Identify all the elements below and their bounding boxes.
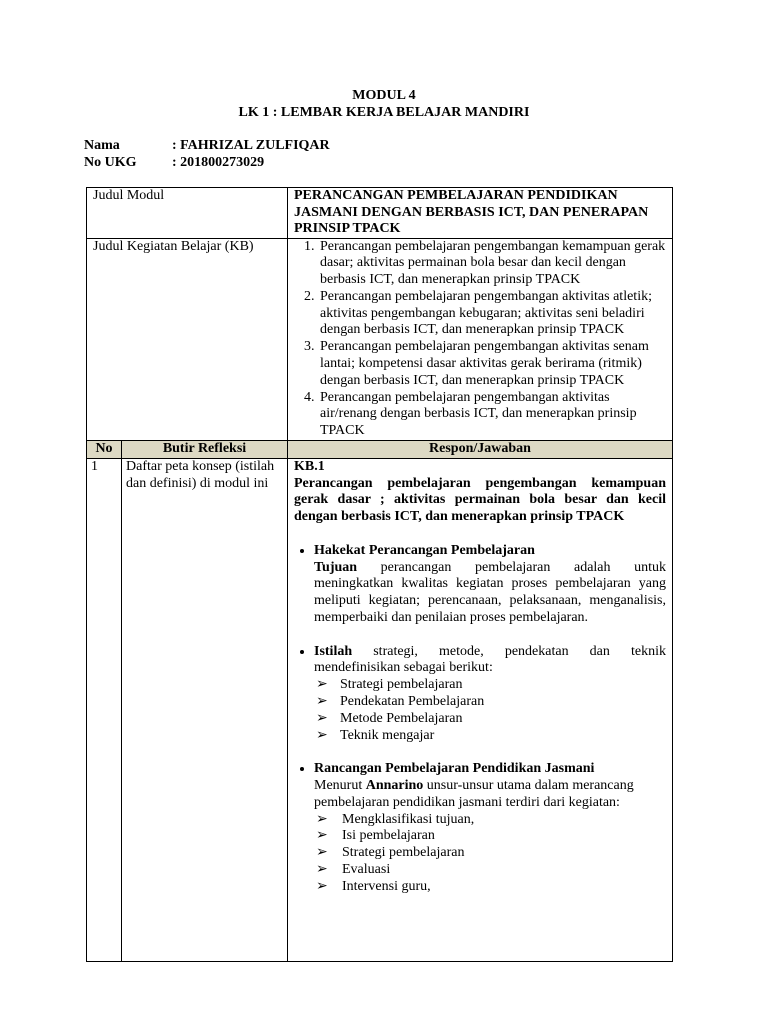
arrow-icon: ➢ xyxy=(316,694,328,710)
rancangan-item: ➢ Strategi pembelajaran xyxy=(316,845,465,861)
kb-row xyxy=(87,238,673,441)
kb-item: 1. Perancangan pembelajaran pengembangan kemampuan gerak dasar; aktivitas permainan bola besar dan kecil dengan berbasis ICT, dan menerapkan prinsip TPACK xyxy=(318,239,666,289)
concept-hakekat xyxy=(314,543,666,627)
arrow-icon: ➢ xyxy=(316,861,328,877)
row-butir: Daftar peta konsep (istilah dan definisi) di modul ini xyxy=(122,458,288,961)
arrow-icon: ➢ xyxy=(316,811,328,827)
rancangan-title: • Rancangan Pembelajaran Pendidikan Jasmani xyxy=(314,761,595,777)
name-row xyxy=(84,138,330,155)
tujuan-definition: perancangan pembelajaran adalah untuk meningkatkan kwalitas kegiatan proses pembelajaran yang meliputi kegiatan; perencanaan, pelaksanaan, menganalisis, memperbaiki dan penilaian proses pembelajaran. xyxy=(314,559,666,626)
name-value: : FAHRIZAL ZULFIQAR xyxy=(172,138,330,153)
hakekat-text xyxy=(314,560,666,627)
istilah-item: ➢ Pendekatan Pembelajaran xyxy=(316,694,485,710)
kb-item: 4. Perancangan pembelajaran pengembangan aktivitas air/renang dengan berbasis ICT, dan menerapkan prinsip TPACK xyxy=(318,390,666,440)
istilah-sublist xyxy=(314,677,666,744)
worksheet-table xyxy=(86,187,673,962)
ukg-label: No UKG xyxy=(84,155,137,170)
concept-rancangan xyxy=(314,761,666,895)
row-number: 1 xyxy=(87,458,122,961)
name-label: Nama xyxy=(84,138,120,153)
ukg-row xyxy=(84,155,264,172)
istilah-term: Istilah xyxy=(314,643,353,659)
kb-list xyxy=(294,239,666,441)
rancangan-item: ➢ Intervensi guru, xyxy=(316,878,431,894)
kb-heading: Perancangan pembelajaran pengembangan kemampuan gerak dasar ; aktivitas permainan bola besar dan kecil dengan berbasis ICT, dan menerapkan prinsip TPACK xyxy=(294,475,666,525)
istilah-item: ➢ Metode Pembelajaran xyxy=(316,710,463,726)
kb-item: 2. Perancangan pembelajaran pengembangan aktivitas atletik; aktivitas pengembangan kebugaran; aktivitas seni beladiri dengan berbasis ICT, dan menerapkan prinsip TPACK xyxy=(318,289,666,339)
worksheet-title: LK 1 : LEMBAR KERJA BELAJAR MANDIRI xyxy=(238,105,530,120)
module-row xyxy=(87,188,673,239)
arrow-icon: ➢ xyxy=(316,727,328,743)
kb-item: 3. Perancangan pembelajaran pengembangan aktivitas senam lantai; kompetensi dasar aktivitas gerak berirama (ritmik) dengan berbasis ICT, dan menerapkan prinsip TPACK xyxy=(318,339,666,389)
rancangan-text: Menurut Annarino unsur-unsur utama dalam merancang pembelajaran pendidikan jasmani terdiri dari kegiatan: xyxy=(314,778,634,810)
col-no-header: No xyxy=(87,441,122,459)
rancangan-sublist xyxy=(314,812,666,896)
module-label: Judul Modul xyxy=(87,188,288,239)
tujuan-term: Tujuan xyxy=(314,559,358,575)
rancangan-item: ➢ Isi pembelajaran xyxy=(316,828,435,844)
arrow-icon: ➢ xyxy=(316,845,328,861)
arrow-icon: ➢ xyxy=(316,710,328,726)
istilah-text xyxy=(314,644,666,678)
istilah-item: ➢ Strategi pembelajaran xyxy=(316,677,463,693)
arrow-icon: ➢ xyxy=(316,828,328,844)
row-response xyxy=(288,458,673,961)
reflection-row xyxy=(87,458,673,961)
rancangan-item: ➢ Mengklasifikasi tujuan, xyxy=(316,811,475,827)
concept-list xyxy=(294,543,666,896)
arrow-icon: ➢ xyxy=(316,878,328,894)
kb-code: KB.1 xyxy=(294,458,325,474)
kb-list-cell xyxy=(288,238,673,441)
istilah-item: ➢ Teknik mengajar xyxy=(316,727,435,743)
annarino-name: Annarino xyxy=(365,778,424,793)
arrow-icon: ➢ xyxy=(316,677,328,693)
concept-istilah xyxy=(314,644,666,745)
module-title: MODUL 4 xyxy=(352,88,416,103)
col-butir-header: Butir Refleksi xyxy=(122,441,288,459)
ukg-value: : 201800273029 xyxy=(172,155,265,170)
hakekat-title: • Hakekat Perancangan Pembelajaran xyxy=(314,542,535,558)
istilah-definition: strategi, metode, pendekatan dan teknik mendefinisikan sebagai berikut: xyxy=(314,643,666,676)
reflection-header-row xyxy=(87,441,673,459)
col-respon-header: Respon/Jawaban xyxy=(288,441,673,459)
module-title-cell: PERANCANGAN PEMBELAJARAN PENDIDIKAN JASMANI DENGAN BERBASIS ICT, DAN PENERAPAN PRINSIP TPACK xyxy=(288,188,673,239)
rancangan-item: ➢ Evaluasi xyxy=(316,861,391,877)
kb-label: Judul Kegiatan Belajar (KB) xyxy=(87,238,288,441)
